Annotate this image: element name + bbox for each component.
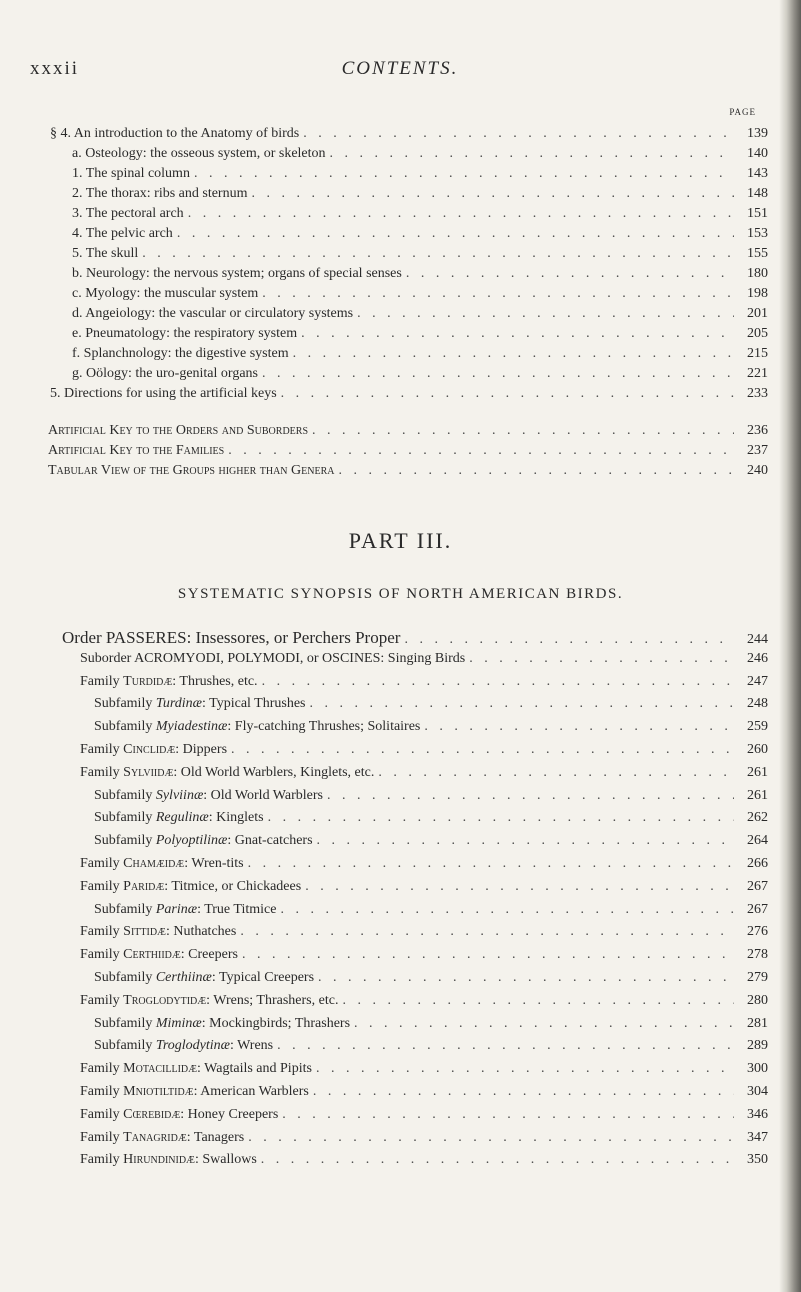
toc-entry-title: [80, 1130, 244, 1146]
rank-prefix: Subfamily: [94, 1016, 156, 1031]
dot-leader: [228, 443, 734, 459]
toc-entry-page: 233: [747, 386, 768, 401]
toc-entry-title: [94, 696, 306, 712]
toc-entry: [94, 902, 768, 922]
toc-entry-page: 261: [747, 765, 768, 780]
taxon-description: : Gnat-catchers: [227, 833, 313, 848]
rank-prefix: Subfamily: [94, 970, 156, 985]
toc-entry-page: 236: [747, 423, 768, 438]
rank-prefix: Subfamily: [94, 696, 156, 711]
taxon-description: : Tanagers: [186, 1130, 245, 1145]
toc-entry: [80, 993, 768, 1013]
taxon-name: Chamæidæ: [123, 856, 185, 871]
toc-entry-title: e. Pneumatology: the respiratory system: [72, 326, 298, 341]
toc-entry: [62, 628, 768, 648]
toc-entry-title: 5. Directions for using the artificial keys: [50, 386, 277, 401]
toc-entry-title: [80, 651, 465, 667]
dot-leader: [327, 788, 734, 804]
taxon-name: Tanagridæ: [123, 1130, 187, 1145]
toc-entry-page: 347: [747, 1130, 768, 1145]
scan-edge-shadow: [779, 0, 801, 1292]
toc-entry-page: 276: [747, 924, 768, 939]
taxon-name: Polyoptilinæ: [155, 833, 228, 848]
dot-leader: [342, 993, 734, 1009]
toc-entry: [80, 879, 768, 899]
toc-entry-title: [80, 1152, 257, 1168]
toc-entry-page: 246: [747, 651, 768, 666]
rank-prefix: Family: [80, 1061, 124, 1076]
toc-entry: [80, 924, 768, 944]
toc-entry: [72, 166, 768, 186]
toc-entry-title: [80, 1061, 312, 1077]
dot-leader: [424, 719, 734, 735]
dot-leader: [142, 246, 734, 262]
part-subtitle: SYSTEMATIC SYNOPSIS OF NORTH AMERICAN BIRDS.: [177, 586, 624, 602]
taxon-description: : Mockingbirds; Thrashers: [201, 1016, 351, 1031]
taxon-name: Certhiinæ: [155, 970, 212, 985]
toc-entry: [72, 346, 768, 366]
toc-entry: [80, 674, 768, 694]
toc-entry-page: 278: [747, 947, 768, 962]
dot-leader: [469, 651, 734, 667]
rank-prefix: Subfamily: [94, 719, 156, 734]
rank-prefix: Family: [80, 993, 124, 1008]
taxon-description: : Old World Warblers, Kinglets, etc.: [173, 765, 375, 780]
taxon-description: : Thrushes, etc.: [172, 674, 258, 689]
toc-entry-page: 240: [747, 463, 768, 478]
toc-entry-title: [80, 765, 374, 781]
toc-entry-page: 262: [747, 810, 768, 825]
toc-entry-page: 155: [747, 246, 768, 261]
taxon-name: Mniotiltidæ: [123, 1084, 194, 1099]
dot-leader: [194, 166, 734, 182]
toc-entry-title: [80, 947, 238, 963]
taxon-description: : Wagtails and Pipits: [197, 1061, 312, 1076]
toc-entry: [72, 326, 768, 346]
toc-entry-title: [94, 833, 313, 849]
toc-entry-title: b. Neurology: the nervous system; organs of special senses: [72, 266, 402, 281]
taxon-description: : Wrens: [230, 1038, 274, 1053]
dot-leader: [305, 879, 734, 895]
dot-leader: [268, 810, 734, 826]
toc-entry-page: 267: [747, 902, 768, 917]
toc-entry-page: 148: [747, 186, 768, 201]
dot-leader: [262, 286, 734, 302]
toc-entry-title: [80, 924, 236, 940]
toc-entry: [72, 206, 768, 226]
taxon-description: : Nuthatches: [165, 924, 237, 939]
dot-leader: [262, 674, 734, 690]
rank-prefix: Family: [80, 1152, 124, 1167]
toc-entry: [72, 226, 768, 246]
taxon-name: Miminæ: [155, 1016, 202, 1031]
taxon-description: : Titmice, or Chickadees: [164, 879, 302, 894]
toc-entry-title: 5. The skull: [72, 246, 139, 261]
toc-entry: [80, 1061, 768, 1081]
page-header: [30, 58, 770, 88]
dot-leader: [248, 856, 734, 872]
toc-entry-page: 180: [747, 266, 768, 281]
page-number: xxxii: [30, 58, 80, 79]
toc-entry: [94, 1016, 768, 1036]
taxon-name: Turdidæ: [123, 674, 173, 689]
dot-leader: [354, 1016, 734, 1032]
toc-entry-title: a. Osteology: the osseous system, or skeleton: [72, 146, 326, 161]
rank-prefix: Subfamily: [94, 833, 156, 848]
dot-leader: [252, 186, 735, 202]
toc-entry-page: 153: [747, 226, 768, 241]
toc-entry-page: 346: [747, 1107, 768, 1122]
rank-prefix: Subfamily: [94, 810, 156, 825]
toc-entry: [72, 366, 768, 386]
toc-entry: [94, 696, 768, 716]
toc-entry: [80, 947, 768, 967]
rank-prefix: Family: [80, 856, 124, 871]
toc-entry: [80, 765, 768, 785]
taxon-description: : American Warblers: [193, 1084, 309, 1099]
toc-entry: [94, 970, 768, 990]
rank-prefix: Family: [80, 742, 124, 757]
toc-entry: [48, 463, 768, 483]
toc-entry-title: [94, 719, 420, 735]
toc-entry-page: 279: [747, 970, 768, 985]
toc-entry-page: 281: [747, 1016, 768, 1031]
dot-leader: [293, 346, 734, 362]
rank-prefix: Family: [80, 924, 124, 939]
rank-prefix: Subfamily: [94, 1038, 156, 1053]
taxon-description: : Typical Thrushes: [202, 696, 306, 711]
part-title: PART III.: [348, 528, 453, 553]
toc-entry-page: 304: [747, 1084, 768, 1099]
taxon-description: : Wrens; Thrashers, etc.: [206, 993, 339, 1008]
taxon-description: : Honey Creepers: [180, 1107, 279, 1122]
rank-prefix: Family: [80, 1084, 124, 1099]
dot-leader: [313, 1084, 734, 1100]
rank-prefix: Family: [80, 1130, 124, 1145]
running-head: CONTENTS.: [341, 58, 459, 79]
taxon-name: Parinæ: [155, 902, 198, 917]
toc-entry: [72, 146, 768, 166]
toc-entry-title: [80, 1107, 278, 1123]
taxon-description: : True Titmice: [197, 902, 277, 917]
taxon-name: PASSERES: [105, 628, 187, 647]
toc-entry-title: g. Oölogy: the uro-genital organs: [72, 366, 258, 381]
toc-entry: [80, 742, 768, 762]
toc-entry: [94, 1038, 768, 1058]
dot-leader: [262, 366, 734, 382]
taxon-name: Paridæ: [123, 879, 165, 894]
taxon-name: Troglodytidæ: [123, 993, 207, 1008]
toc-entry-page: 205: [747, 326, 768, 341]
toc-entry-page: 140: [747, 146, 768, 161]
dot-leader: [317, 833, 734, 849]
taxon-name: Sylviinæ: [155, 788, 204, 803]
toc-entry-page: 143: [747, 166, 768, 181]
dot-leader: [303, 126, 734, 142]
toc-entry-page: 266: [747, 856, 768, 871]
toc-entry-title: [80, 1084, 309, 1100]
toc-entry-title: 2. The thorax: ribs and sternum: [72, 186, 248, 201]
taxon-description: : Typical Creepers: [211, 970, 315, 985]
toc-entry: [72, 246, 768, 266]
toc-entry: [80, 1152, 768, 1172]
dot-leader: [318, 970, 734, 986]
toc-entry-page: 221: [747, 366, 768, 381]
rank-prefix: Family: [80, 879, 124, 894]
taxon-name: Regulinæ: [155, 810, 209, 825]
dot-leader: [261, 1152, 734, 1168]
toc-entry-page: 264: [747, 833, 768, 848]
toc-entry-page: 244: [747, 632, 768, 647]
toc-entry: [72, 266, 768, 286]
toc-entry: [48, 443, 768, 463]
taxon-name: Hirundinidæ: [123, 1152, 195, 1167]
taxon-description: : Swallows: [194, 1152, 257, 1167]
toc-entry-page: 289: [747, 1038, 768, 1053]
taxon-description: : Dippers: [175, 742, 228, 757]
taxon-name: Cœrebidæ: [123, 1107, 181, 1122]
toc-entry-page: 198: [747, 286, 768, 301]
dot-leader: [281, 386, 734, 402]
taxon-name: Troglodytinæ: [155, 1038, 231, 1053]
taxon-description: : Fly-catching Thrushes; Solitaires: [227, 719, 421, 734]
dot-leader: [404, 632, 734, 648]
toc-entry-title: [80, 879, 301, 895]
toc-entry-page: 215: [747, 346, 768, 361]
rank-prefix: Family: [80, 765, 124, 780]
toc-entry-title: [94, 970, 314, 986]
rank-prefix: Order: [62, 628, 106, 647]
toc-entry-title: [80, 742, 227, 758]
toc-entry-title: d. Angeiology: the vascular or circulatory systems: [72, 306, 354, 321]
toc-entry: [48, 423, 768, 443]
toc-entry: [80, 856, 768, 876]
toc-entry: [72, 186, 768, 206]
dot-leader: [338, 463, 734, 479]
dot-leader: [177, 226, 734, 242]
toc-entry-page: 267: [747, 879, 768, 894]
toc-entry: [94, 833, 768, 853]
dot-leader: [240, 924, 734, 940]
toc-entry-page: 259: [747, 719, 768, 734]
dot-leader: [277, 1038, 734, 1054]
rank-prefix: Family: [80, 674, 124, 689]
dot-leader: [312, 423, 734, 439]
toc-entry-page: 247: [747, 674, 768, 689]
toc-entry-title: f. Splanchnology: the digestive system: [72, 346, 289, 361]
dot-leader: [357, 306, 734, 322]
toc-entry: [80, 1130, 768, 1150]
toc-entry: [80, 1107, 768, 1127]
taxon-name: ACROMYODI, POLYMODI, or OSCINES: [134, 651, 381, 666]
toc-entry: [94, 788, 768, 808]
dot-leader: [282, 1107, 734, 1123]
toc-entry-page: 350: [747, 1152, 768, 1167]
toc-entry-title: [94, 1016, 350, 1032]
toc-entry: [80, 1084, 768, 1104]
taxon-description: : Old World Warblers: [203, 788, 323, 803]
page-column-label: PAGE: [729, 107, 756, 117]
toc-entry-page: 248: [747, 696, 768, 711]
toc-entry-page: 261: [747, 788, 768, 803]
toc-entry-title: Tabular View of the Groups higher than Genera: [48, 463, 335, 478]
toc-entry-page: 139: [747, 126, 768, 141]
taxon-name: Certhiidæ: [123, 947, 181, 962]
rank-prefix: Family: [80, 1107, 124, 1122]
dot-leader: [310, 696, 734, 712]
rank-prefix: Family: [80, 947, 124, 962]
rank-prefix: Subfamily: [94, 788, 156, 803]
taxon-name: Motacillidæ: [123, 1061, 198, 1076]
toc-entry-title: [80, 674, 258, 690]
toc-entry: [94, 719, 768, 739]
dot-leader: [242, 947, 734, 963]
toc-entry-title: [80, 856, 244, 872]
toc-entry-title: c. Myology: the muscular system: [72, 286, 259, 301]
taxon-description: : Creepers: [180, 947, 238, 962]
taxon-description: : Insessores, or Perchers Proper: [186, 628, 401, 647]
dot-leader: [330, 146, 734, 162]
dot-leader: [188, 206, 734, 222]
taxon-name: Turdinæ: [155, 696, 203, 711]
toc-entry-title: [94, 1038, 273, 1054]
taxon-name: Sylviidæ: [123, 765, 174, 780]
toc-entry-title: [80, 993, 338, 1009]
toc-entry: [80, 651, 768, 671]
toc-entry: [50, 386, 768, 406]
toc-entry-title: 3. The pectoral arch: [72, 206, 184, 221]
rank-prefix: Suborder: [80, 651, 135, 666]
toc-entry-title: [62, 628, 400, 648]
toc-entry-title: Artificial Key to the Families: [48, 443, 225, 458]
toc-entry-page: 237: [747, 443, 768, 458]
taxon-description: : Wren-tits: [184, 856, 244, 871]
toc-entry: [72, 306, 768, 326]
dot-leader: [231, 742, 734, 758]
toc-entry: [50, 126, 768, 146]
toc-entry-title: 1. The spinal column: [72, 166, 190, 181]
taxon-description: : Kinglets: [208, 810, 264, 825]
toc-entry-page: 151: [747, 206, 768, 221]
toc-entry-title: 4. The pelvic arch: [72, 226, 173, 241]
toc-entry-title: Artificial Key to the Orders and Suborders: [48, 423, 309, 438]
toc-entry-page: 280: [747, 993, 768, 1008]
toc-entry-title: § 4. An introduction to the Anatomy of birds: [50, 126, 300, 141]
toc-entry-page: 300: [747, 1061, 768, 1076]
dot-leader: [406, 266, 734, 282]
toc-entry: [94, 810, 768, 830]
toc-entry-page: 201: [747, 306, 768, 321]
toc-entry-title: [94, 788, 323, 804]
dot-leader: [316, 1061, 734, 1077]
dot-leader: [301, 326, 734, 342]
dot-leader: [280, 902, 734, 918]
taxon-name: Myiadestinæ: [155, 719, 228, 734]
dot-leader: [248, 1130, 734, 1146]
toc-entry-title: [94, 902, 276, 918]
taxon-name: Sittidæ: [123, 924, 166, 939]
toc-entry: [72, 286, 768, 306]
toc-entry-title: [94, 810, 264, 826]
toc-entry-page: 260: [747, 742, 768, 757]
taxon-description: : Singing Birds: [380, 651, 466, 666]
dot-leader: [378, 765, 734, 781]
rank-prefix: Subfamily: [94, 902, 156, 917]
taxon-name: Cinclidæ: [123, 742, 176, 757]
